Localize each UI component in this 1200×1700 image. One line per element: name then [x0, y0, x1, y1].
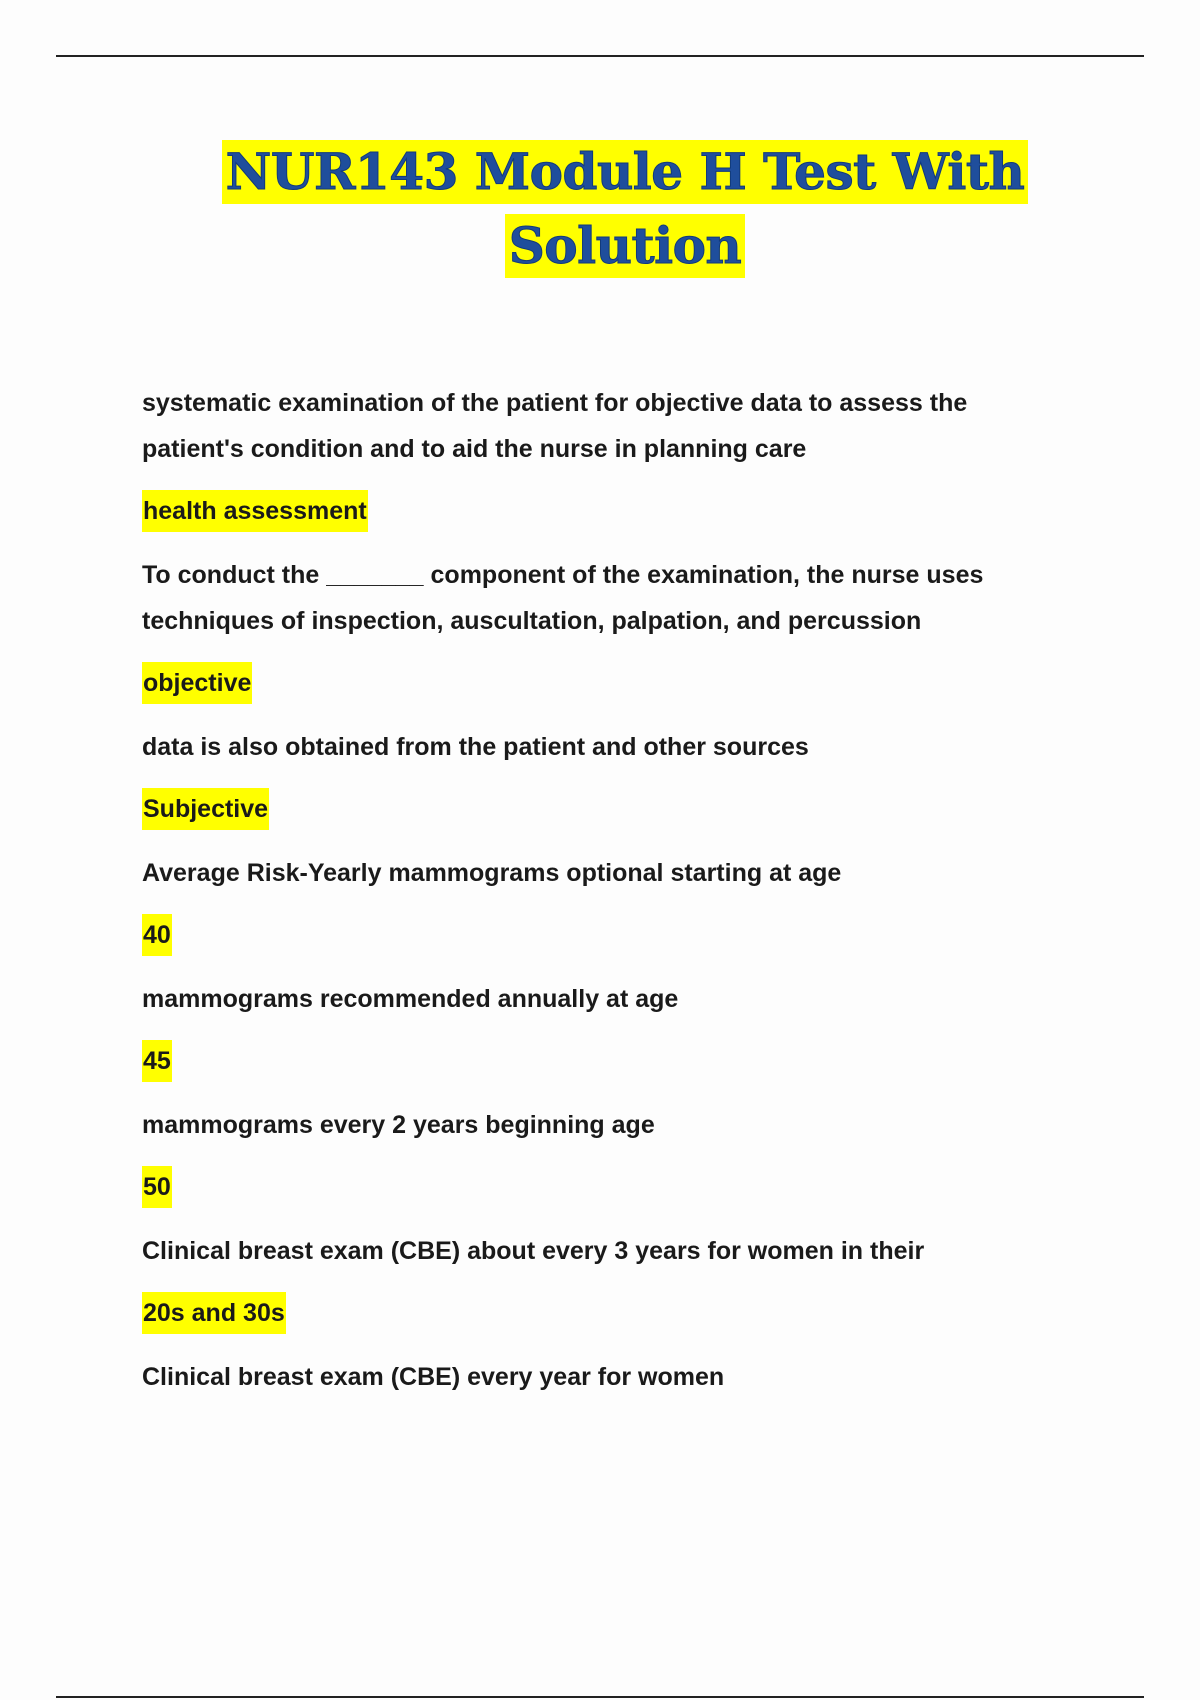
question-text: Average Risk-Yearly mammograms optional starting at age	[142, 859, 842, 887]
qa-list	[142, 380, 1042, 1400]
question-text: Clinical breast exam (CBE) about every 3 years for women in their	[142, 1237, 925, 1265]
answer-highlight: objective	[142, 662, 252, 704]
top-rule	[56, 55, 1144, 57]
answer-highlight: 20s and 30s	[142, 1292, 286, 1334]
question-text: To conduct the _______ component of the examination, the nurse uses techniques of inspection, auscultation, palpation, and percussion	[142, 561, 984, 635]
question-text: Clinical breast exam (CBE) every year for women	[142, 1363, 725, 1391]
bottom-rule	[56, 1696, 1144, 1698]
question-text: mammograms every 2 years beginning age	[142, 1111, 655, 1139]
answer-highlight: 40	[142, 914, 172, 956]
question-text: mammograms recommended annually at age	[142, 985, 679, 1013]
question-text: systematic examination of the patient for objective data to assess the patient's condition and to aid the nurse in planning care	[142, 389, 968, 463]
answer-highlight: 45	[142, 1040, 172, 1082]
answer-highlight: Subjective	[142, 788, 269, 830]
title-line-2: Solution	[505, 214, 746, 278]
answer-highlight: 50	[142, 1166, 172, 1208]
answer-highlight: health assessment	[142, 490, 368, 532]
title-line-1: NUR143 Module H Test With	[222, 140, 1029, 204]
document-title	[100, 140, 1150, 278]
question-text: data is also obtained from the patient and other sources	[142, 733, 809, 761]
